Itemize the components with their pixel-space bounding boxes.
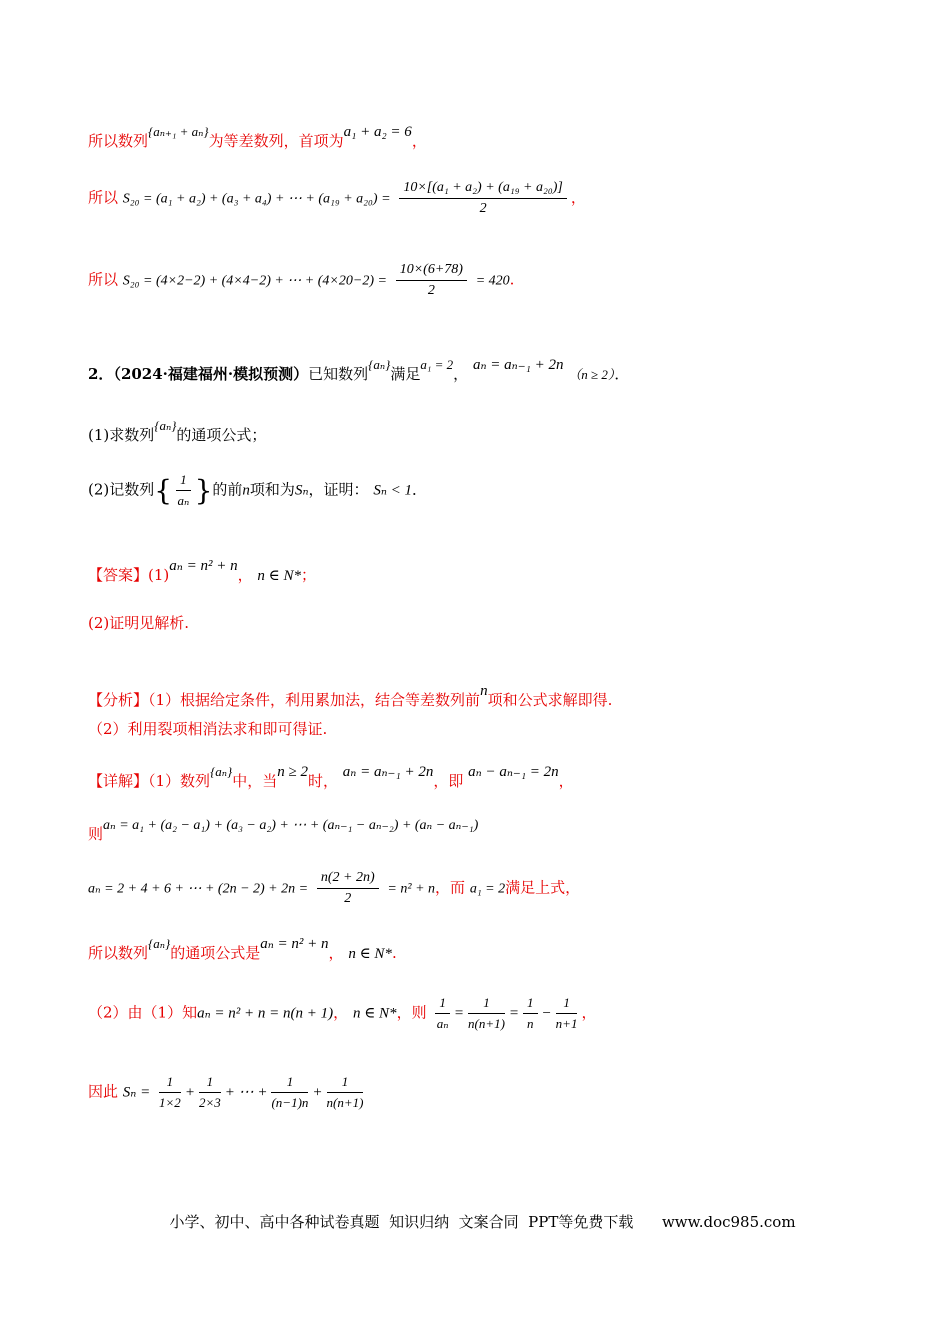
- text: 项和为: [249, 480, 295, 499]
- fraction: [317, 870, 379, 907]
- fraction-denominator: n: [527, 1016, 534, 1031]
- text: （2）利用裂项相消法求和即可得证.: [88, 720, 328, 738]
- formula: {aₙ}: [154, 418, 177, 433]
- detail-line-sum: [88, 870, 580, 907]
- fraction-numerator: 1: [176, 472, 191, 491]
- footer-text: 小学、初中、高中各种试卷真题 知识归纳 文案合同 PPT等免费下载: [169, 1213, 634, 1231]
- fraction-denominator: (n−1)n: [271, 1095, 309, 1110]
- text: （1）数列: [148, 772, 211, 790]
- formula: n ∈ N*: [257, 568, 301, 584]
- text: 的通项公式是: [170, 944, 261, 962]
- fraction: [399, 180, 567, 217]
- text: 的通项公式；: [176, 426, 267, 444]
- text: 的前: [212, 480, 243, 499]
- text: 因此: [88, 1082, 119, 1101]
- text: （2）由（1）知: [88, 1003, 198, 1022]
- detail-line-accumulate: [88, 817, 478, 844]
- question-part-2: [88, 472, 427, 509]
- text: (2)证明见解析.: [88, 614, 190, 632]
- analysis-label: 【分析】: [88, 691, 149, 709]
- question-source: （2024·福建福州·模拟预测）: [113, 365, 309, 383]
- fraction-denominator: 1×2: [159, 1095, 181, 1110]
- fraction-numerator: 1: [327, 1074, 364, 1093]
- text: 则: [88, 825, 104, 843]
- formula: S₂₀ = (a₁ + a₂) + (a₃ + a₄) + ⋯ + (a₁₉ + a₂₀) =: [122, 191, 391, 207]
- formula: {aₙ}: [210, 764, 233, 779]
- formula: Sₙ =: [122, 1084, 151, 1101]
- answer-line-2: [88, 612, 189, 633]
- fraction-denominator: aₙ: [177, 493, 190, 508]
- fraction: [468, 995, 505, 1032]
- text: ，证明：: [308, 480, 369, 499]
- detail-line-part-2: [88, 995, 596, 1032]
- text: (1)求数列: [88, 426, 155, 444]
- text: 满足上式，: [505, 878, 581, 897]
- detail-line-sn: [88, 1074, 367, 1111]
- left-brace-icon: {: [154, 473, 173, 507]
- footer-website: www.doc985.com: [661, 1213, 796, 1231]
- fraction-numerator: 1: [159, 1074, 181, 1093]
- text: 所以: [88, 188, 119, 207]
- fraction-denominator: 2: [344, 891, 352, 906]
- text: ，: [453, 365, 469, 383]
- text: ．: [614, 365, 630, 383]
- fraction-denominator: 2×3: [198, 1095, 221, 1110]
- detail-line-general-term: [88, 934, 397, 963]
- formula: n: [242, 482, 250, 499]
- formula: = n² + n: [387, 881, 436, 897]
- text: ．: [412, 480, 428, 499]
- fraction: [523, 995, 538, 1032]
- answer-label: 【答案】: [88, 566, 149, 584]
- fraction-numerator: 1: [199, 1074, 221, 1093]
- formula: =: [453, 1005, 464, 1022]
- formula: =: [508, 1005, 520, 1022]
- right-brace-icon: }: [194, 473, 213, 507]
- fraction-numerator: 1: [468, 995, 505, 1014]
- formula: aₙ = 2 + 4 + 6 + ⋯ + (2n − 2) + 2n =: [88, 881, 309, 897]
- formula: a₁ + a₂ = 6: [343, 124, 412, 140]
- formula: aₙ − aₙ₋₁ = 2n: [468, 764, 559, 780]
- text: ，: [570, 188, 586, 207]
- formula: （n ≥ 2）: [568, 367, 615, 382]
- text: (2)记数列: [88, 480, 155, 499]
- formula: + ⋯ +: [224, 1084, 268, 1101]
- text: 中，当: [232, 772, 278, 790]
- formula: n: [480, 683, 488, 699]
- text: .: [391, 944, 397, 962]
- text: ，: [411, 132, 427, 150]
- formula: aₙ = aₙ₋₁ + 2n: [472, 357, 564, 373]
- fraction-numerator: n(2 + 2n): [317, 870, 379, 889]
- question-part-1: [88, 418, 266, 445]
- text: 项和公式求解即得.: [487, 691, 613, 709]
- answer-line: [88, 556, 316, 585]
- text: ，而: [435, 878, 466, 897]
- fraction-denominator: n(n+1): [467, 1016, 505, 1031]
- text: 满足: [390, 365, 421, 383]
- fraction-numerator: 1: [435, 995, 450, 1014]
- formula: n ∈ N*: [352, 1005, 397, 1022]
- formula: aₙ = n² + n: [260, 936, 329, 952]
- text: ，: [237, 566, 253, 584]
- text: 为等差数列，首项为: [208, 132, 344, 150]
- formula: = 420: [475, 273, 510, 289]
- fraction: [396, 262, 467, 299]
- fraction-numerator: 1: [271, 1074, 308, 1093]
- formula: n ≥ 2: [277, 764, 308, 780]
- text: ，则: [396, 1003, 427, 1022]
- question-2: [88, 355, 629, 384]
- fraction: [271, 1074, 308, 1111]
- fraction: [159, 1074, 181, 1111]
- fraction-numerator: 1: [523, 995, 538, 1014]
- formula: −: [541, 1005, 552, 1022]
- text: 时，: [307, 772, 338, 790]
- formula: +: [184, 1084, 195, 1101]
- analysis-line-1: [88, 683, 612, 710]
- fraction-numerator: 1: [556, 995, 578, 1014]
- solution-line-sum-value: [88, 262, 514, 299]
- formula: {aₙ}: [148, 936, 171, 951]
- formula: S₂₀ = (4×2−2) + (4×4−2) + ⋯ + (4×20−2) =: [122, 273, 387, 289]
- fraction-denominator: n+1: [555, 1016, 578, 1031]
- formula: aₙ = a₁ + (a₂ − a₁) + (a₃ − a₂) + ⋯ + (aₙ₋₁ − aₙ₋₂) + (aₙ − aₙ₋₁): [103, 818, 479, 833]
- analysis-line-2: [88, 718, 327, 739]
- formula: Sₙ: [294, 482, 309, 499]
- fraction: [435, 995, 450, 1032]
- text: ；: [301, 566, 317, 584]
- formula: a₁ = 2: [420, 357, 454, 372]
- text: ，: [333, 1003, 349, 1022]
- fraction: [176, 472, 191, 509]
- text: ，: [328, 944, 344, 962]
- solution-line-sum-formula: [88, 180, 586, 217]
- fraction-denominator: n(n+1): [326, 1095, 364, 1110]
- fraction-numerator: 10×(6+78): [396, 262, 467, 281]
- formula: a₁ = 2: [469, 881, 506, 897]
- formula: aₙ = n² + n = n(n + 1): [197, 1005, 334, 1022]
- formula: Sₙ < 1: [373, 482, 413, 499]
- fraction: [327, 1074, 364, 1111]
- fraction-denominator: aₙ: [436, 1016, 449, 1031]
- fraction: [556, 995, 578, 1032]
- text: ，: [581, 1003, 597, 1022]
- text: ，即: [433, 772, 464, 790]
- detail-line-1: [88, 762, 574, 791]
- text: 所以数列: [88, 944, 149, 962]
- text: .: [509, 270, 515, 289]
- text: (1): [148, 566, 170, 584]
- fraction-numerator: 10×[(a₁ + a₂) + (a₁₉ + a₂₀)]: [399, 180, 567, 199]
- text: （1）根据给定条件，利用累加法，结合等差数列前: [148, 691, 481, 709]
- formula: aₙ = n² + n: [169, 558, 238, 574]
- detail-label: 【详解】: [88, 772, 149, 790]
- text: 已知数列: [308, 365, 369, 383]
- fraction-denominator: 2: [427, 283, 435, 298]
- solution-line-arithmetic: [88, 124, 427, 151]
- page-footer: [160, 1193, 796, 1232]
- formula: aₙ = aₙ₋₁ + 2n: [342, 764, 434, 780]
- fraction: [199, 1074, 221, 1111]
- fraction-denominator: 2: [479, 201, 487, 216]
- text: ，: [558, 772, 574, 790]
- question-number: 2．: [88, 365, 114, 383]
- formula: +: [312, 1084, 323, 1101]
- formula: {aₙ₊₁ + aₙ}: [148, 124, 209, 139]
- text: 所以数列: [88, 132, 149, 150]
- formula: {aₙ}: [368, 357, 391, 372]
- text: 所以: [88, 270, 119, 289]
- formula: n ∈ N*: [348, 946, 392, 962]
